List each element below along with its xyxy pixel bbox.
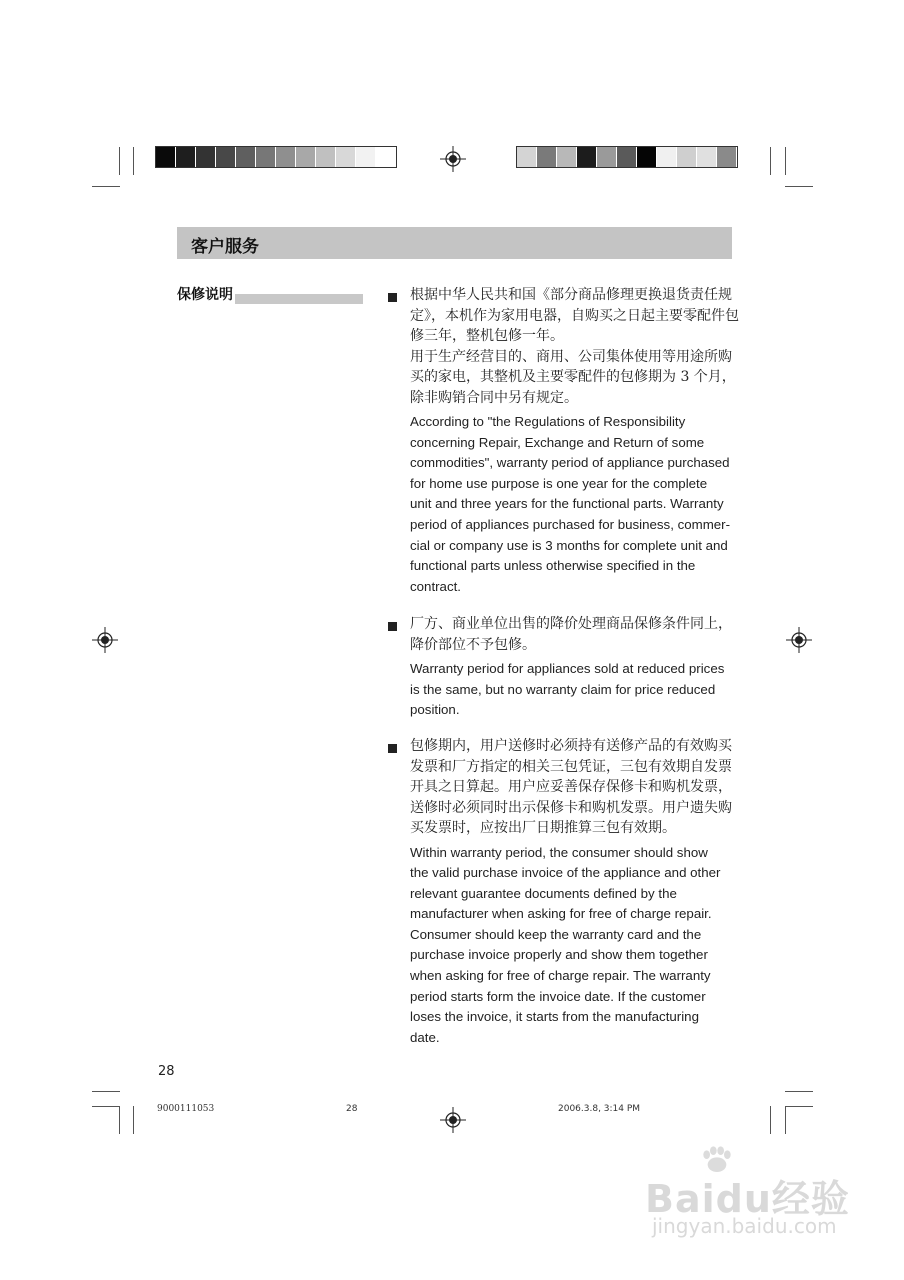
footer-datetime: 2006.3.8, 3:14 PM xyxy=(558,1104,641,1114)
en-text: Warranty period for appliances sold at reduced prices is the same, but no warranty claim for price reduced position. xyxy=(410,661,725,718)
color-swatch xyxy=(336,147,356,167)
crop-mark xyxy=(133,147,134,175)
color-swatch xyxy=(517,147,537,167)
color-swatch xyxy=(196,147,216,167)
section-header xyxy=(177,227,732,259)
registration-mark-icon xyxy=(440,146,466,172)
cn-text: 包修期内，用户送修时必须持有送修产品的有效购买 发票和厂方指定的相关三包凭证，三包有效期自发票 开具之日算起。用户应妥善保存保修卡和购机发票， 送修时必须同时出示保修卡和购机发票。用户遗失购 买发票时，应按出厂日期推算三包有效期。 xyxy=(410,738,732,836)
crop-mark xyxy=(785,1106,786,1134)
color-swatch xyxy=(677,147,697,167)
en-text: Within warranty period, the consumer should show the valid purchase invoice of the appliance and other relevant guarantee documents defined by the manufacturer when asking for free of charge repair. Consumer should keep the warranty card and the purchase invoice properly and show them together when asking for free of charge repair. The warranty period starts form the invoice date. If the customer loses the invoice, it starts from the manufacturing date. xyxy=(410,844,721,1045)
crop-mark xyxy=(92,186,120,187)
color-swatch xyxy=(296,147,316,167)
page-number: 28 xyxy=(158,1064,175,1079)
registration-mark-icon xyxy=(92,627,118,653)
cn-text: 厂方、商业单位出售的降价处理商品保修条件同上， 降价部位不予包修。 xyxy=(410,616,732,653)
bullet-icon xyxy=(388,293,397,302)
crop-mark xyxy=(770,1106,771,1134)
color-swatch xyxy=(216,147,236,167)
color-swatch xyxy=(276,147,296,167)
color-swatch xyxy=(376,147,396,167)
color-swatch xyxy=(537,147,557,167)
crop-mark xyxy=(119,1106,120,1134)
watermark-url: jingyan.baidu.com xyxy=(652,1214,837,1238)
crop-mark xyxy=(133,1106,134,1134)
footer-code: 9000111053 xyxy=(157,1104,215,1114)
crop-mark xyxy=(119,147,120,175)
watermark-brand: Baidu经验 xyxy=(645,1177,850,1221)
page-title: 客户服务 xyxy=(191,237,259,257)
bullet-icon xyxy=(388,622,397,631)
color-swatch xyxy=(356,147,376,167)
crop-mark xyxy=(785,1091,813,1092)
color-swatch xyxy=(697,147,717,167)
color-swatch xyxy=(577,147,597,167)
warranty-section-3 xyxy=(410,736,740,1048)
bullet-icon xyxy=(388,744,397,753)
sidebar-title: 保修说明 xyxy=(177,287,233,303)
footer-page: 28 xyxy=(346,1104,358,1114)
color-swatch xyxy=(316,147,336,167)
color-swatch xyxy=(236,147,256,167)
color-bar-left xyxy=(155,146,397,168)
color-swatch xyxy=(717,147,737,167)
crop-mark xyxy=(785,1106,813,1107)
color-swatch xyxy=(637,147,657,167)
crop-mark xyxy=(92,1106,120,1107)
crop-mark xyxy=(92,1091,120,1092)
registration-mark-icon xyxy=(786,627,812,653)
crop-mark xyxy=(785,186,813,187)
color-swatch xyxy=(176,147,196,167)
en-text: According to "the Regulations of Responsibility concerning Repair, Exchange and Return of some commodities", warranty period of appliance purchased for home use purpose is one year for the complete unit and three years for the functional parts. Warranty period of appliances purchased for business, commer- cial or company use is 3 months for complete unit and functional parts unless otherwise specified in the contract. xyxy=(410,414,731,594)
color-swatch xyxy=(657,147,677,167)
cn-text: 根据中华人民共和国《部分商品修理更换退货责任规 定》，本机作为家用电器，自购买之日起主要零配件包 修三年，整机包修一年。 用于生产经营目的、商用、公司集体使用等用途所购 买的家电，其整机及主要零配件的包修期为 3 个月， 除非购销合同中另有规定。 xyxy=(410,287,739,406)
color-swatch xyxy=(597,147,617,167)
color-bar-right xyxy=(516,146,738,168)
crop-mark xyxy=(770,147,771,175)
warranty-section-1 xyxy=(410,285,740,597)
registration-mark-icon xyxy=(440,1107,466,1133)
color-swatch xyxy=(617,147,637,167)
sidebar-underline xyxy=(235,294,363,304)
crop-mark xyxy=(785,147,786,175)
color-swatch xyxy=(156,147,176,167)
warranty-section-2 xyxy=(410,614,740,721)
color-swatch xyxy=(557,147,577,167)
color-swatch xyxy=(256,147,276,167)
